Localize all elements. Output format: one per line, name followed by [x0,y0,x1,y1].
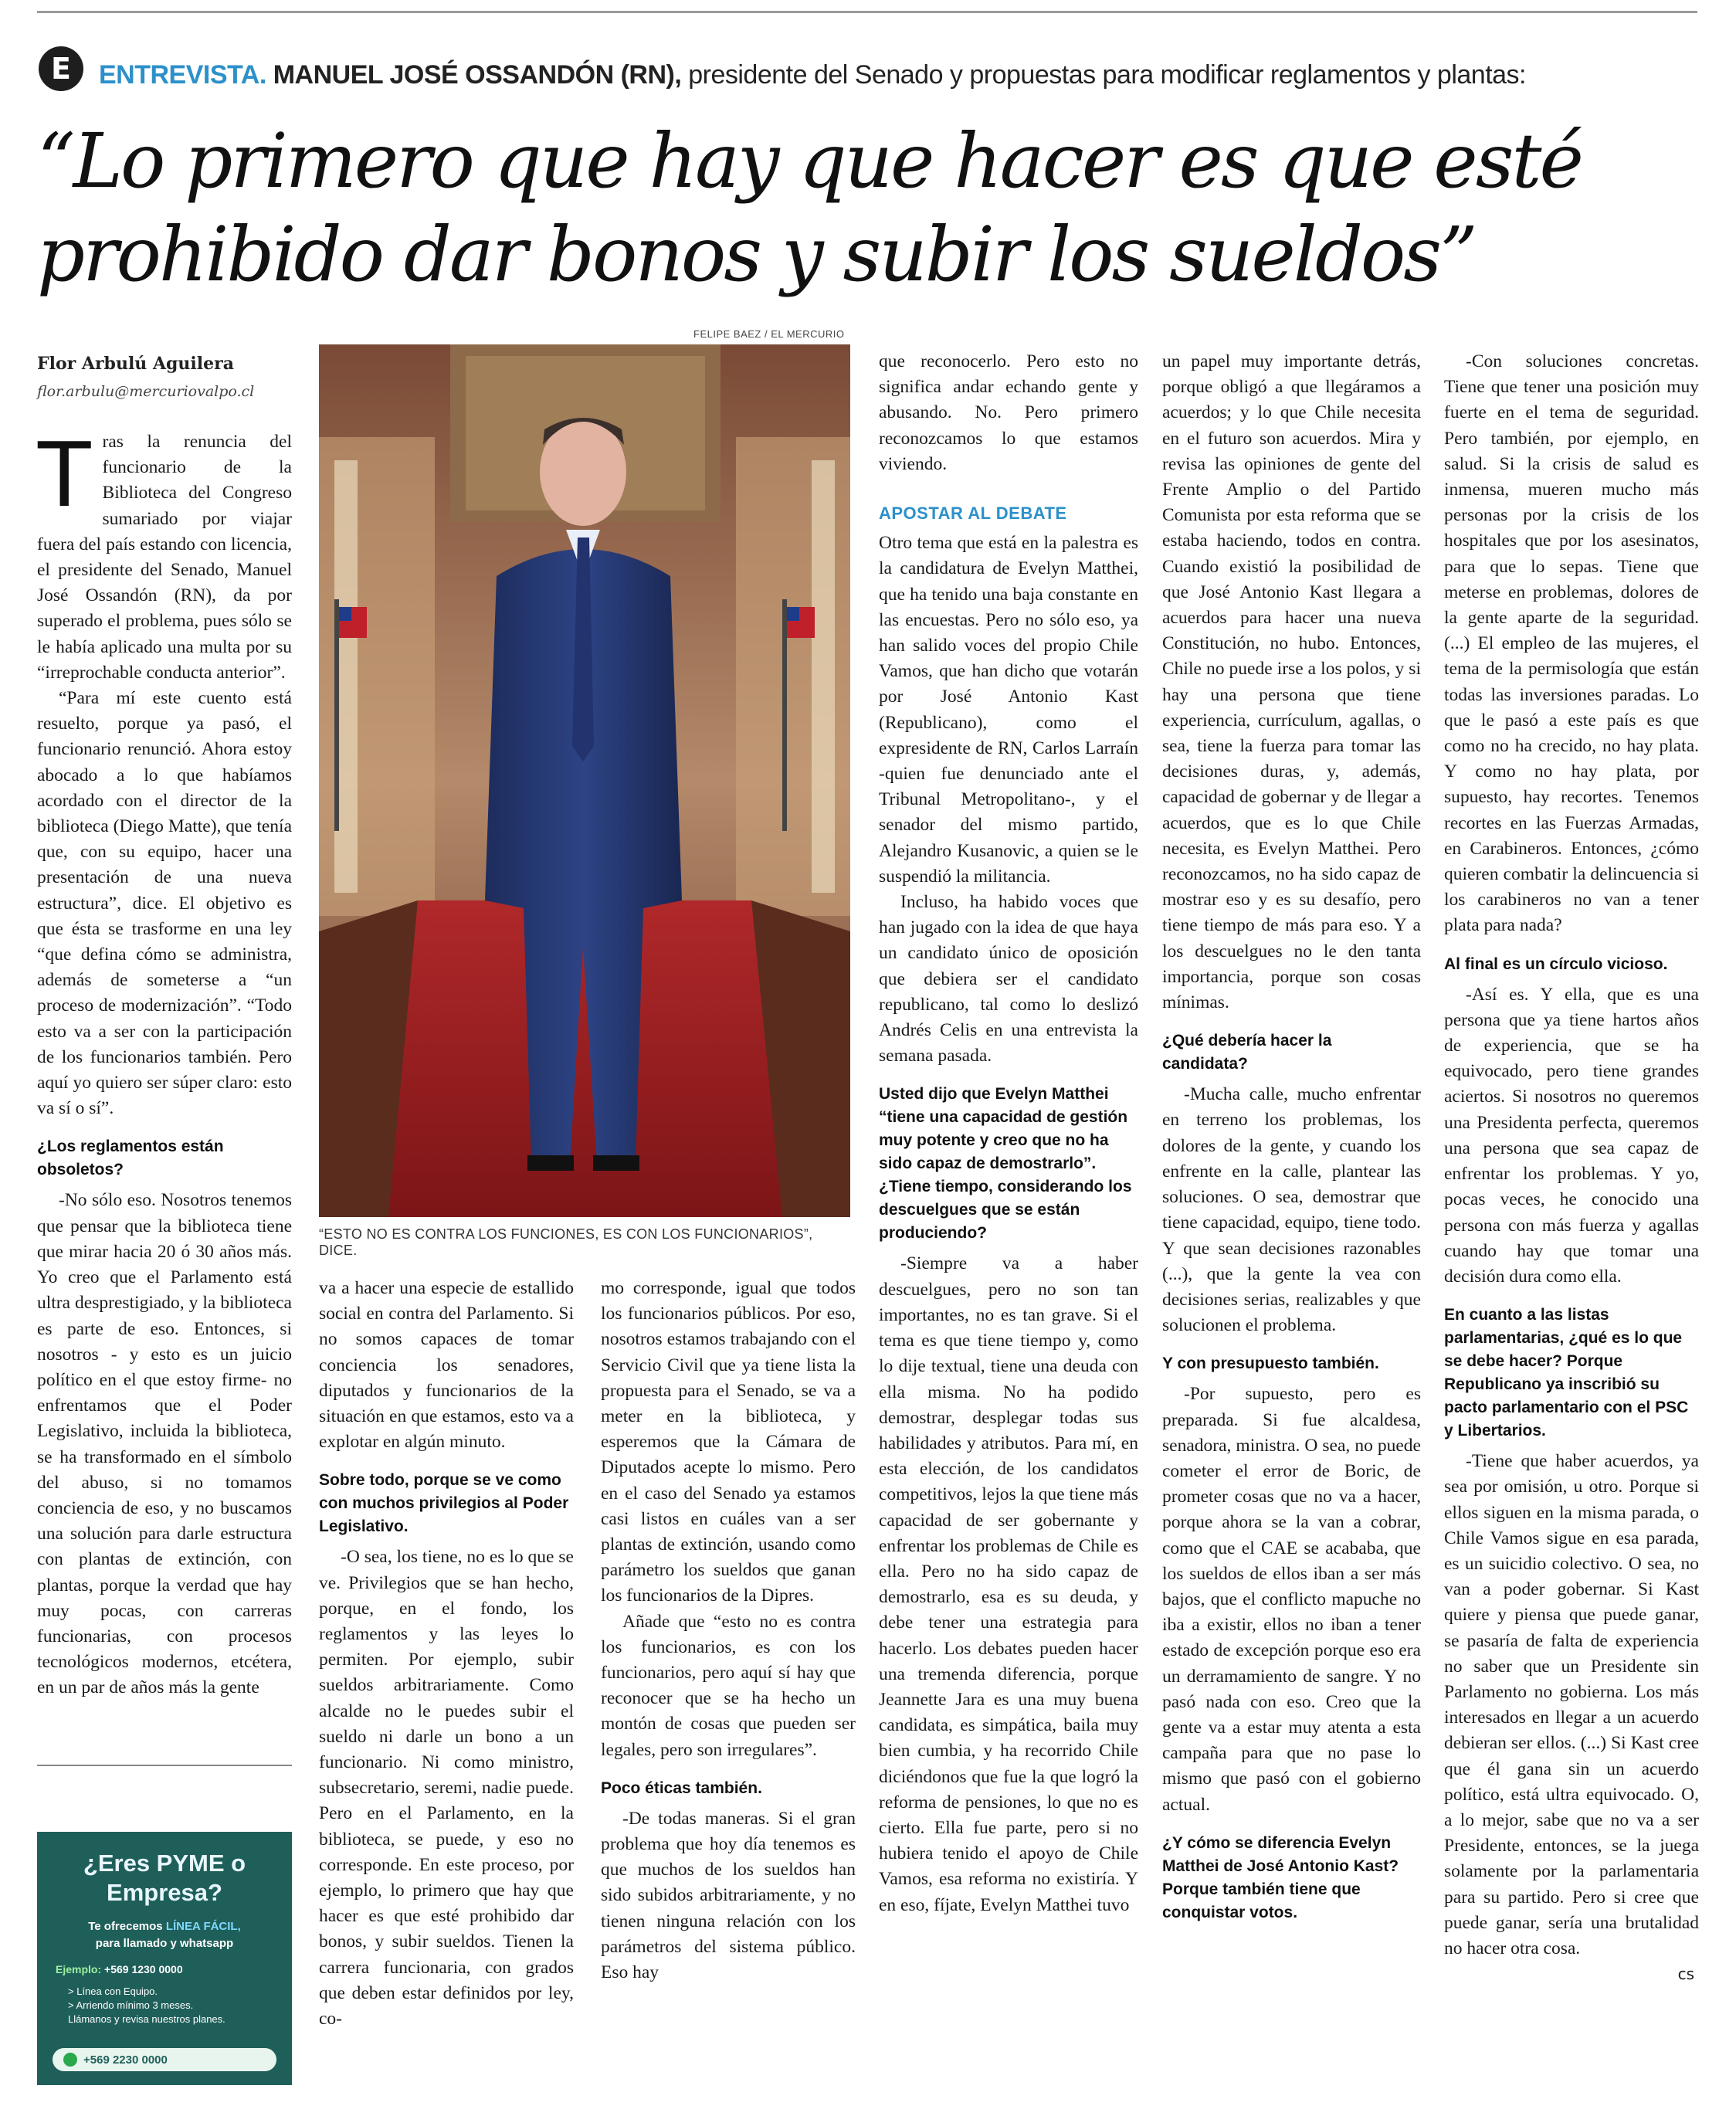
interview-answer: -O sea, los tiene, no es lo que se ve. Privilegios que se han hecho, porque, en el fondo, los reglamentos y las leyes lo permiten. Por ejemplo, subir sueldos arbitrariamente. Como alcalde no le puedes subir el sueldo ni darle un bono a un funcionario. Ni como ministro, subsecretario, seremi, nadie puede. Pero en el Parlamento, en la biblioteca, se puede, y eso no corresponde. En este proceso, por ejemplo, lo primero que hay que hacer es que esté prohibido dar bonos, y subir sueldos. Tienen la carrera funcionaria, con grados que deben estar definidos por ley, co- [319,1547,574,2030]
whatsapp-icon [63,2053,77,2067]
interview-answer: -Mucha calle, mucho enfrentar en terreno los problemas, los dolores de la gente, y cuando los enfrente en la calle, plantear las soluciones. O sea, demostrar que tiene capacidad, equipo, tiene todo. Y que sean decisiones razonables (...), que la gente la vea con decisiones serias, realizables y que solucionen el problema. [1162,1084,1421,1336]
paragraph: “Para mí este cuento está resuelto, porque ya pasó, el funcionario renunció. Ahora estoy abocado a lo que habíamos acordado con el director de la biblioteca (Diego Matte), que tenía que, con su equipo, hacer una presentación de una nueva estructura”, dice. El objetivo es que ésta se trasforme en una ley “que defina cómo se administra, además de someterse a “un proceso de modernización”. “Todo esto va a ser con la participación de los funcionarios también. Pero aquí yo quiero ser súper claro: esto va sí o sí”. [37,688,292,1119]
section-subhead: APOSTAR AL DEBATE [879,504,1067,524]
ad-title-line-2: Empresa? [107,1879,222,1906]
ad-offer-b: LÍNEA FÁCIL, [165,1920,241,1933]
interview-question: Sobre todo, porque se ve como con muchos privilegios al Poder Legislativo. [319,1471,569,1536]
paragraph: va a hacer una especie de estallido social en contra del Parlamento. Si no somos capaces de tomar conciencia los senadores, diputados y funcionarios de la situación en que estamos, esto va a explotar en algún minuto. [319,1278,574,1453]
ad-bullet-1: > Línea con Equipo. [68,1985,158,1997]
ad-example-number: +569 1230 0000 [104,1963,183,1975]
interview-question: ¿Los reglamentos están obsoletos? [37,1138,224,1179]
interview-question: ¿Qué debería hacer la candidata? [1162,1032,1332,1073]
ad-example-label: Ejemplo: [56,1963,102,1975]
section-label: ENTREVISTA. [99,60,266,90]
ad-bullets [68,1985,292,2026]
drop-cap: T [36,421,93,526]
ad-title-line-1: ¿Eres PYME o [83,1850,246,1877]
interview-photo [319,344,850,1217]
ad-title [37,1849,292,1907]
interview-question: Al final es un círculo vicioso. [1444,955,1668,973]
interview-question: En cuanto a las listas parlamentarias, ¿qué es lo que se debe hacer? Porque Republicano ya inscribió su pacto parlamentario con el PSC y Libertarios. [1444,1306,1689,1440]
kicker-text: presidente del Senado y propuestas para modificar reglamentos y plantas: [688,60,1526,90]
photo-illustration [319,344,850,1217]
photo-credit: FELIPE BAEZ / EL MERCURIO [693,328,845,340]
interview-answer: -Por supuesto, pero es preparada. Si fue alcaldesa, senadora, ministra. O sea, no puede cometer el error de Boric, de prometer cosas que no va a hacer, porque ahora se la van a cobrar, como que el CAE se acababa, que los sueldos de ellos iban a ser más bajos, que el conflicto mapuche no iba a existir, ellos no iban a tener estado de excepción porque eso era un derramamiento de sangre. Y no pasó nada con eso. Creo que la gente va a estar muy atenta a esta campaña para que no pase lo mismo que pasó con el gobierno actual. [1162,1384,1421,1815]
paragraph: mo corresponde, igual que todos los funcionarios públicos. Por eso, nosotros estamos trabajando con el Servicio Civil que ya tiene lista la propuesta para el Senado, se va a meter en la biblioteca, y esperemos que la Cámara de Diputados acepte lo mismo. Pero en el caso del Senado ya estamos casi listos en cuáles van a ser plantas de extinción, usando como parámetro los sueldos que ganan los funcionarios de la Dipres. [601,1278,856,1606]
headline-line-1: “Lo primero que hay que hacer es que esté [37,117,1582,205]
ad-phone-number: +569 2230 0000 [83,2053,168,2067]
section-badge: E [39,46,83,91]
author-email: flor.arbulu@mercuriovalpo.cl [37,383,255,400]
lead-paragraph: ras la renuncia del funcionario de la Biblioteca del Congreso sumariado por viajar fuera del país estando con licencia, el presidente del Senado, Manuel José Ossandón (RN), da por superado el problema, pues sólo se le había aplicado una multa por su “irreprochable conducta anterior”. [37,432,292,683]
interview-answer: -Así es. Y ella, que es una persona que ya tiene hartos años de experiencia, que se ha equivocado, pero tiene grandes aciertos. Si nosotros no queremos una Presidenta perfecta, queremos una persona que sea capaz de enfrentar los problemas. Y yo, pocas veces, he conocido una persona con más fuerza y agallas cuando hay que tomar una decisión dura como ella. [1444,984,1699,1287]
interview-answer: -No sólo eso. Nosotros tenemos que pensar que la biblioteca tiene que mirar hacia 20 ó 30 años más. Yo creo que el Parlamento está ultra desprestigiado, y la biblioteca es parte de eso. Entonces, si nosotros - y esto es un juicio político en el que estoy firme- no enfrentamos que el Poder Legislativo, incluida la biblioteca, se ha transformado en el símbolo del abuso, si no tomamos conciencia de eso, y no buscamos una solución para darle estructura con plantas de extinción, con plantas, porque la verdad que hay muy pocas, con carreras funcionarias, con procesos tecnológicos modernos, etcétera, en un par de años más la gente [37,1190,292,1698]
interview-question: Usted dijo que Evelyn Matthei “tiene una capacidad de gestión muy potente y creo que no ha sido capaz de demostrarlo”. ¿Tiene tiempo, considerando los descuelgues que se están produciendo? [879,1085,1132,1243]
ad-offer [37,1918,292,1952]
interview-question: ¿Y cómo se diferencia Evelyn Matthei de José Antonio Kast? Porque también tiene que conquistar votos. [1162,1833,1399,1921]
author-name: Flor Arbulú Aguilera [37,354,234,374]
end-mark-icon: cs [1677,1965,1694,1984]
top-rule [37,11,1697,13]
paragraph: Incluso, ha habido voces que han jugado con la idea de que haya un candidato único de oposición que debiera ser el candidato republicano, tal como lo deslizó Andrés Celis en una entrevista la semana pasada. [879,892,1138,1066]
headline-line-2: prohibido dar bonos y subir los sueldos” [37,211,1476,298]
photo-caption: “ESTO NO ES CONTRA LOS FUNCIONES, ES CON LOS FUNCIONARIOS”, DICE. [319,1226,813,1258]
interview-answer: -Siempre va a haber descuelgues, pero no son tan importantes, no es tan grave. Si el tema es que tiene tiempo y, como lo dije textual, tiene una deuda con ella misma. No ha podido demostrar, desplegar todas sus habilidades y atributos. Para mí, en esta elección, de los candidatos competitivos, lejos la que tiene más capacidad de ser gobernante y enfrentar los problemas de Chile es ella. Pero no ha sido capaz de demostrarlo, esa es su deuda, y debe tener una estrategia para hacerlo. Los debates pueden hacer una tremenda diferencia, porque Jeannette Jara es una muy buena candidata, es simpática, baila muy bien cumbia, y ha recorrido Chile diciéndonos que fue la que logró la reforma de pensiones, lo que no es cierto. Ella fue parte, pero si no hubiera tenido el apoyo de Chile Vamos, esa reforma no existiría. Y en eso, fíjate, Evelyn Matthei tuvo [879,1253,1138,1915]
interview-answer: -Con soluciones concretas. Tiene que tener una posición muy fuerte en el tema de seguridad. Pero también, por ejemplo, en salud. Si la crisis de salud es inmensa, mueren mucho más personas por la crisis de los hospitales que por los asesinatos, para que lo sepas. Tiene que meterse en problemas, dolores de la gente aparte de la seguridad. (...) El empleo de las mujeres, el tema de la permisología que están todas las inversiones paradas. Lo que le pasó a este país es que como no ha crecido, no hay plata. Y como no hay plata, por supuesto, hay recortes. Tenemos recortes en las Fuerzas Armadas, en Carabineros. Entonces, ¿cómo quieren combatir la delincuencia si los carabineros no van a tener plata para nada? [1444,351,1699,936]
ad-offer-c: para llamado y whatsapp [95,1937,234,1950]
column-5 [1162,349,1421,2083]
subject-name: MANUEL JOSÉ OSSANDÓN (RN), [273,60,682,90]
ad-phone[interactable] [53,2048,276,2071]
byline [37,354,254,400]
column-6 [1444,349,1699,2083]
column-4 [879,349,1138,2083]
paragraph: Otro tema que está en la palestra es la candidatura de Evelyn Matthei, que ha tenido una baja constante en las encuestas. Pero no sólo eso, ya han salido voces del propio Chile Vamos, que han dicho que votarán por José Antonio Kast (Republicano), como el expresidente de RN, Carlos Larraín -quien fue denunciado ante el Tribunal Metropolitano-, y el senador del mismo partido, Alejandro Kusanovic, a quien se le suspendió la militancia. [879,533,1138,887]
paragraph: Añade que “esto no es contra los funcionarios, es con los funcionarios, pero aquí sí hay que reconocer que se ha hecho un montón de cosas que pueden ser legales, pero son irregulares”. [601,1611,856,1760]
interview-question: Poco éticas también. [601,1779,762,1797]
paragraph: un papel muy importante detrás, porque obligó a que llegáramos a acuerdos; y lo que Chile necesita en el futuro son acuerdos. Mira y revisa las opiniones de gente del Frente Amplio o del Partido Comunista por esta reforma que se estaba haciendo, todos en contra. Cuando existió la posibilidad de que José Antonio Kast llegara a acuerdos para hacer una nueva Constitución, no hubo. Entonces, Chile no puede irse a los polos, y si hay una persona que tiene experiencia, currículum, agallas, o sea, tiene la fuerza para tomar las decisiones duras, y, además, capacidad de gobernar y de llegar a acuerdos, que es lo que Chile necesita, es Evelyn Matthei. Pero reconozcamos, no ha sido capaz de mostrar eso y es su desafío, pero tiene tiempo de más para eso. Y a los descuelgues no le den tanta importancia, porque son cosas mínimas. [1162,351,1421,1013]
ad-offer-a: Te ofrecemos [88,1920,163,1933]
interview-answer: -Tiene que haber acuerdos, ya sea por omisión, u otro. Porque si ellos siguen en la misma parada, o Chile Vamos sigue en esa parada, es un suicidio colectivo. O sea, no van a poder gobernar. Si Kast quiere y piensa que puede ganar, se pasaría de falta de experiencia no saber que un Presidente sin Parlamento no gobierna. Los más interesados en llegar a un acuerdo debieran ser ellos. (...) Si Kast cree que él gana sin un acuerdo político, está ultra equivocado. O, a lo mejor, sabe que no va a ser Presidente, entonces, se la juega solamente por la parlamentaria para su partido. Pero si cree que puede ganar, sería una brutalidad no hacer otra cosa. [1444,1451,1699,1958]
interview-answer: -De todas maneras. Si el gran problema que hoy día tenemos es que muchos de los sueldos han sido subidos arbitrariamente, y no tienen ninguna relación con los parámetros del sistema público. Eso hay [601,1808,856,1983]
kicker [99,60,1526,90]
advertisement[interactable] [37,1832,292,2085]
paragraph: que reconocerlo. Pero esto no significa andar echando gente y abusando. No. Pero primero reconozcamos lo que estamos viviendo. [879,351,1138,474]
column-2 [319,1276,574,2083]
interview-question: Y con presupuesto también. [1162,1355,1379,1373]
column-1 [36,421,292,1698]
column-divider [37,1765,292,1766]
ad-bullet-2: > Arriendo mínimo 3 meses. [68,1999,194,2011]
headline [37,114,1736,301]
ad-example [56,1962,292,1977]
ad-bullet-3: Llámanos y revisa nuestros planes. [68,2013,225,2025]
column-3 [601,1276,856,2083]
